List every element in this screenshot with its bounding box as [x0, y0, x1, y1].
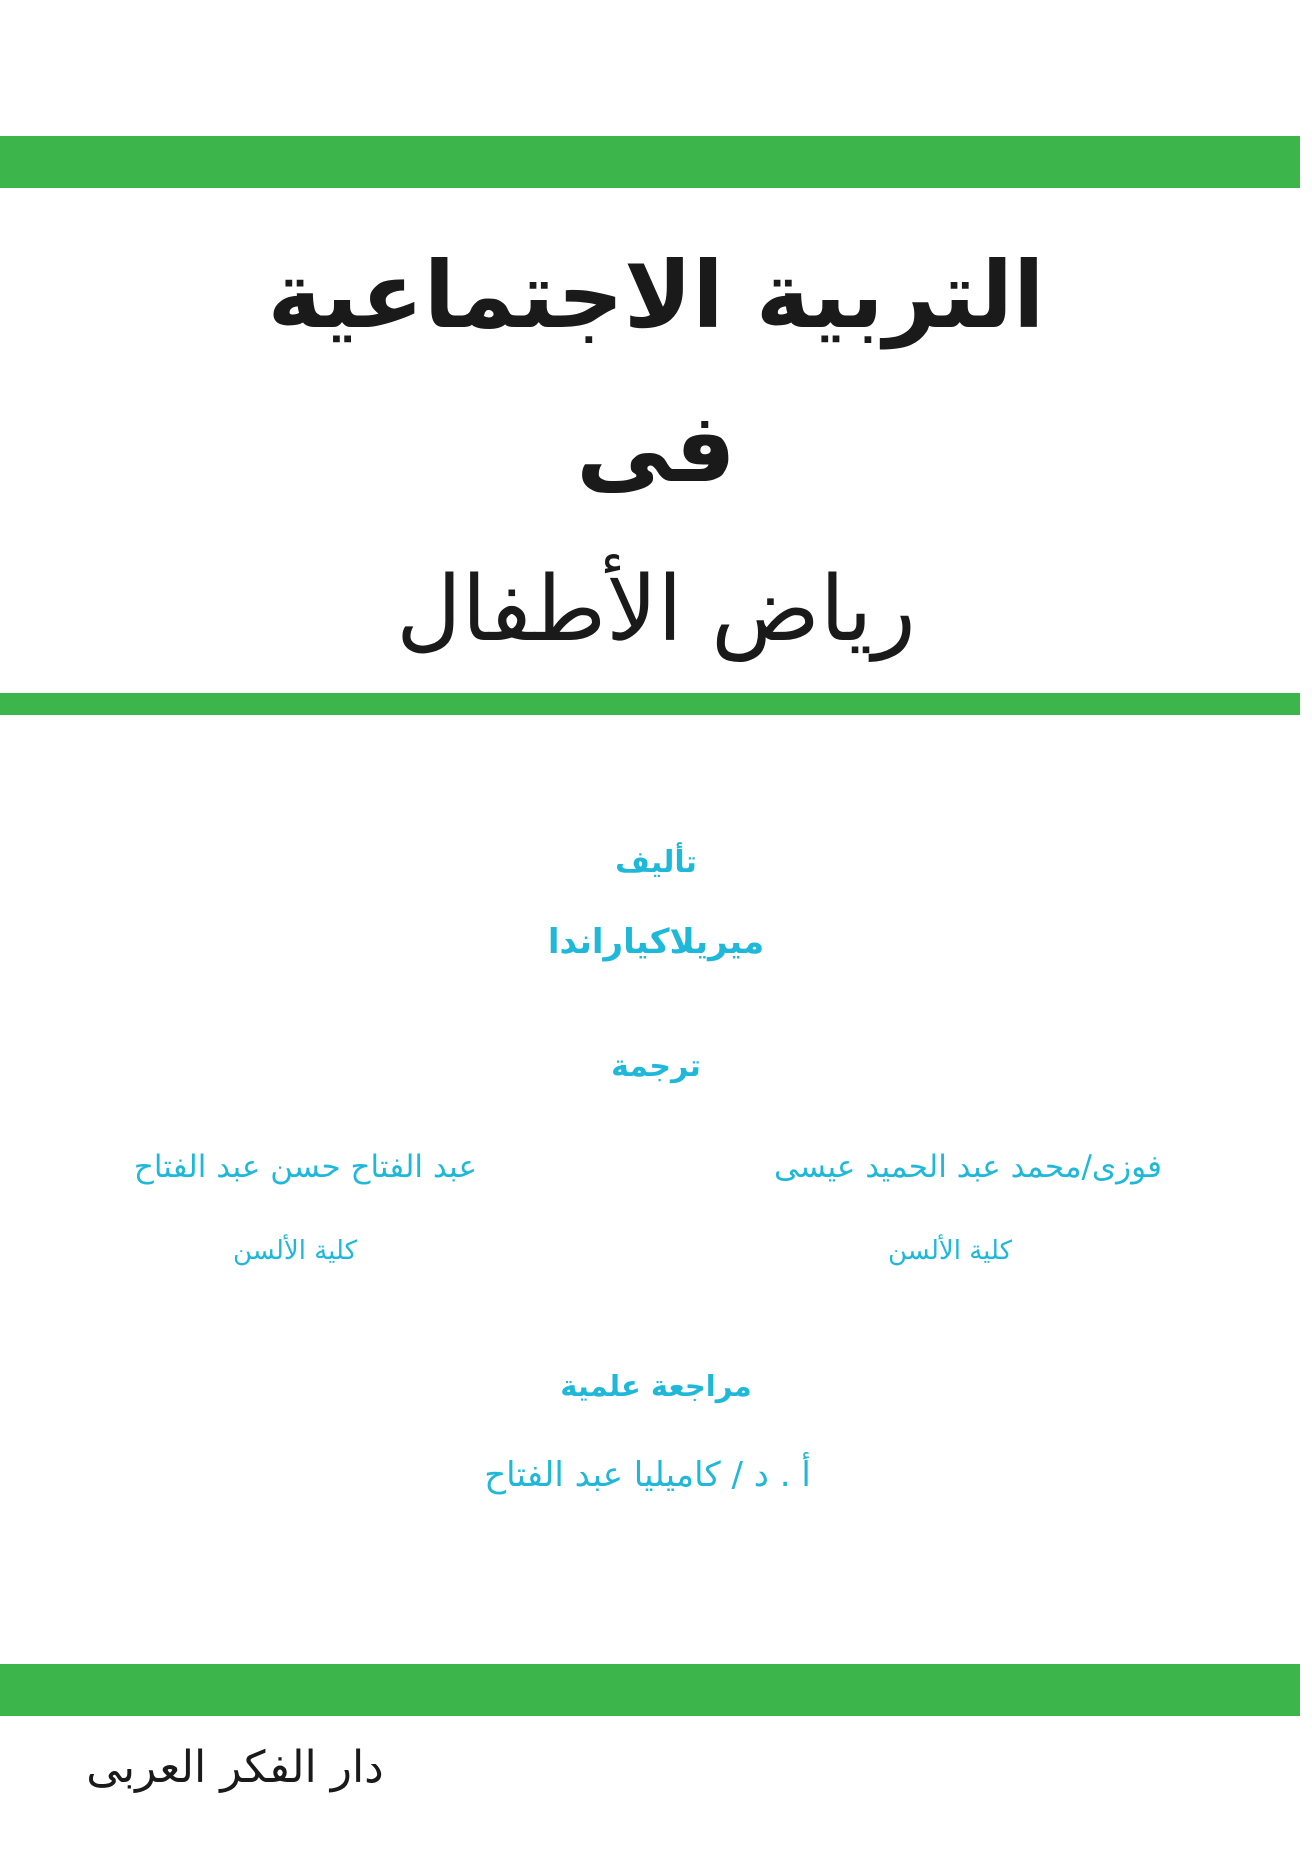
top-green-band	[0, 136, 1300, 188]
book-title-line-1: التربية الاجتماعية	[267, 242, 1045, 349]
translator-2-name: عبد الفتاح حسن عبد الفتاح	[133, 1149, 477, 1185]
translator-1-name: فوزى/محمد عبد الحميد عيسى	[774, 1149, 1162, 1185]
scientific-review-heading: مراجعة علمية	[560, 1369, 752, 1403]
publisher-name: دار الفكر العربى	[86, 1742, 384, 1793]
author-name: ميريلاكياراندا	[547, 922, 765, 962]
reviewer-name: أ . د / كاميليا عبد الفتاح	[484, 1455, 811, 1495]
translation-heading: ترجمة	[611, 1049, 701, 1084]
middle-green-band	[0, 693, 1300, 715]
translator-1-affiliation: كلية الألسن	[888, 1236, 1012, 1266]
author-heading: تأليف	[615, 845, 697, 880]
translator-2-affiliation: كلية الألسن	[233, 1236, 357, 1266]
book-title-line-2: فى	[576, 392, 736, 504]
book-title-line-3: رياض الأطفال	[396, 557, 916, 662]
bottom-green-band	[0, 1664, 1300, 1716]
